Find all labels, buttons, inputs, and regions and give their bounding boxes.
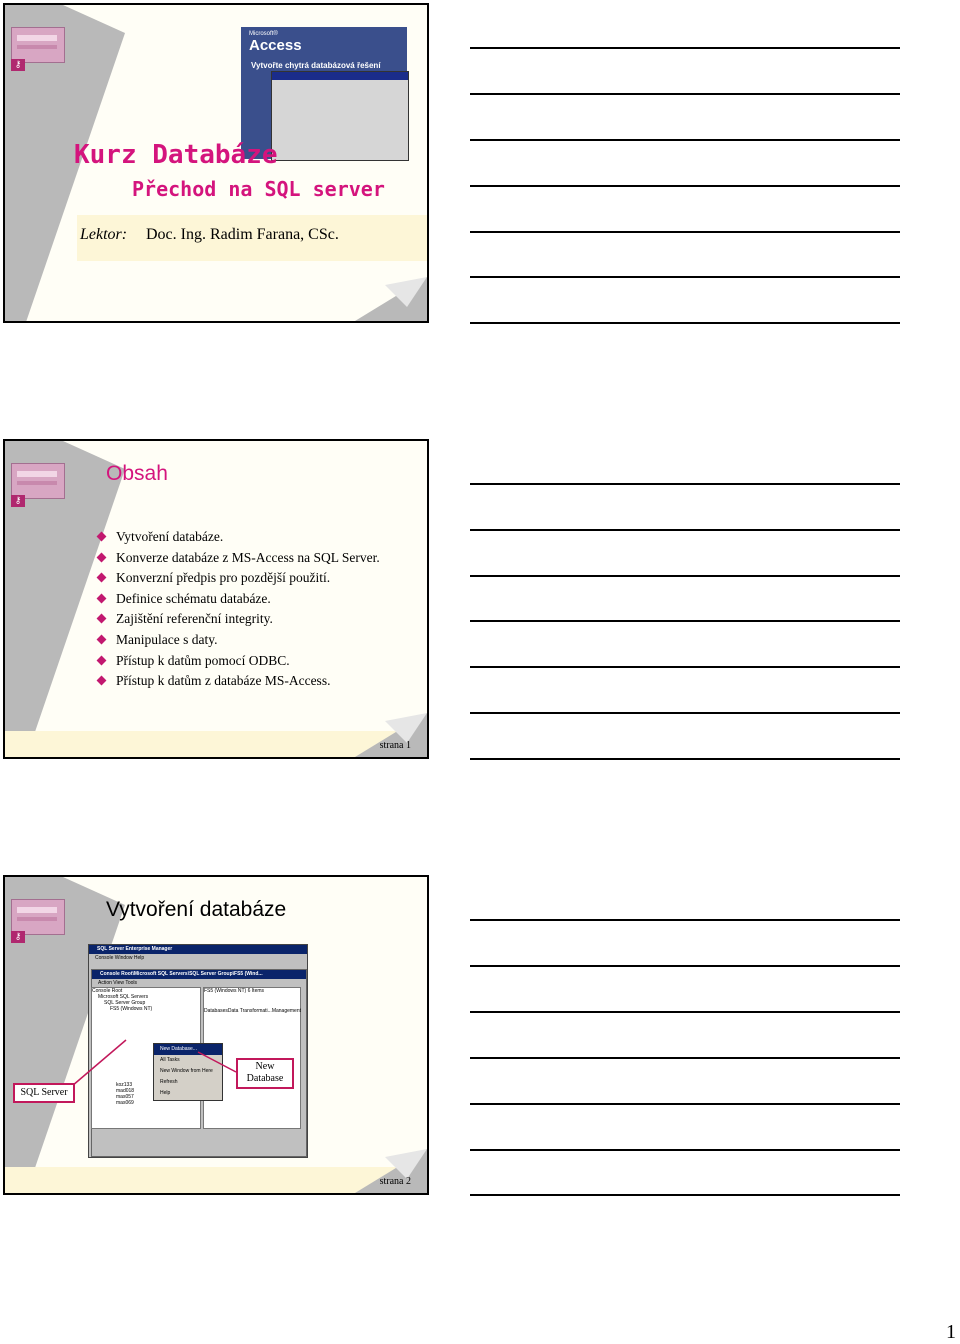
lecturer-name: Doc. Ing. Radim Farana, CSc. xyxy=(146,226,339,243)
access-box-image: Microsoft® Access Vytvořte chytrá databázová řešení xyxy=(241,27,407,159)
key-icon: ⚷ xyxy=(11,931,25,943)
slide-title: Obsah xyxy=(106,462,168,485)
inner-window: Console Root\Microsoft SQL Servers\SQL Server Group\FS5 (Wind... Action View Tools xyxy=(91,969,307,1157)
page-number: 1 xyxy=(946,1321,956,1343)
page-label: strana 1 xyxy=(379,740,411,751)
course-title: Kurz Databáze xyxy=(74,140,278,170)
tree-pane: Console Root Microsoft SQL Servers SQL Server Group FS5 (Windows NT) koz133 mad018 mas057 mas069 xyxy=(91,987,201,1129)
list-item: Přístup k datům z databáze MS-Access. xyxy=(96,671,380,692)
list-item: Přístup k datům pomocí ODBC. xyxy=(96,651,380,672)
callout-sql-server: SQL Server xyxy=(13,1083,75,1103)
key-icon: ⚷ xyxy=(11,59,25,71)
slide-title: Vytvoření databáze xyxy=(106,898,287,921)
list-item: Konverzní předpis pro pozdější použití. xyxy=(96,568,380,589)
key-icon: ⚷ xyxy=(11,495,25,507)
page-label: strana 2 xyxy=(379,1176,411,1187)
enterprise-manager-screenshot: SQL Server Enterprise Manager Console Window Help Console Root\Microsoft SQL Servers\SQL Server Group\FS5 (Wind... Action View Tools Console Root Microsoft SQL Servers SQL Server Group FS5 (Windows NT) koz133 mad018 mas057 mas069 FS5 (Windows NT) 6 Items Databases Data Transformati... Management New Database... All Tasks New Window from Here Refresh Help xyxy=(88,944,308,1158)
course-subtitle: Přechod na SQL server xyxy=(132,177,385,201)
list-item: Konverze databáze z MS-Access na SQL Server. xyxy=(96,548,380,569)
list-item: Zajištění referenční integrity. xyxy=(96,609,380,630)
callout-new-database: New Database xyxy=(236,1058,294,1089)
list-item: Definice schématu databáze. xyxy=(96,589,380,610)
context-menu: New Database... All Tasks New Window from Here Refresh Help xyxy=(153,1043,223,1101)
list-item: Vytvoření databáze. xyxy=(96,527,380,548)
lecturer-label: Lektor: xyxy=(80,226,128,243)
list-item: Manipulace s daty. xyxy=(96,630,380,651)
details-pane: FS5 (Windows NT) 6 Items Databases Data Transformati... Management xyxy=(203,987,301,1129)
